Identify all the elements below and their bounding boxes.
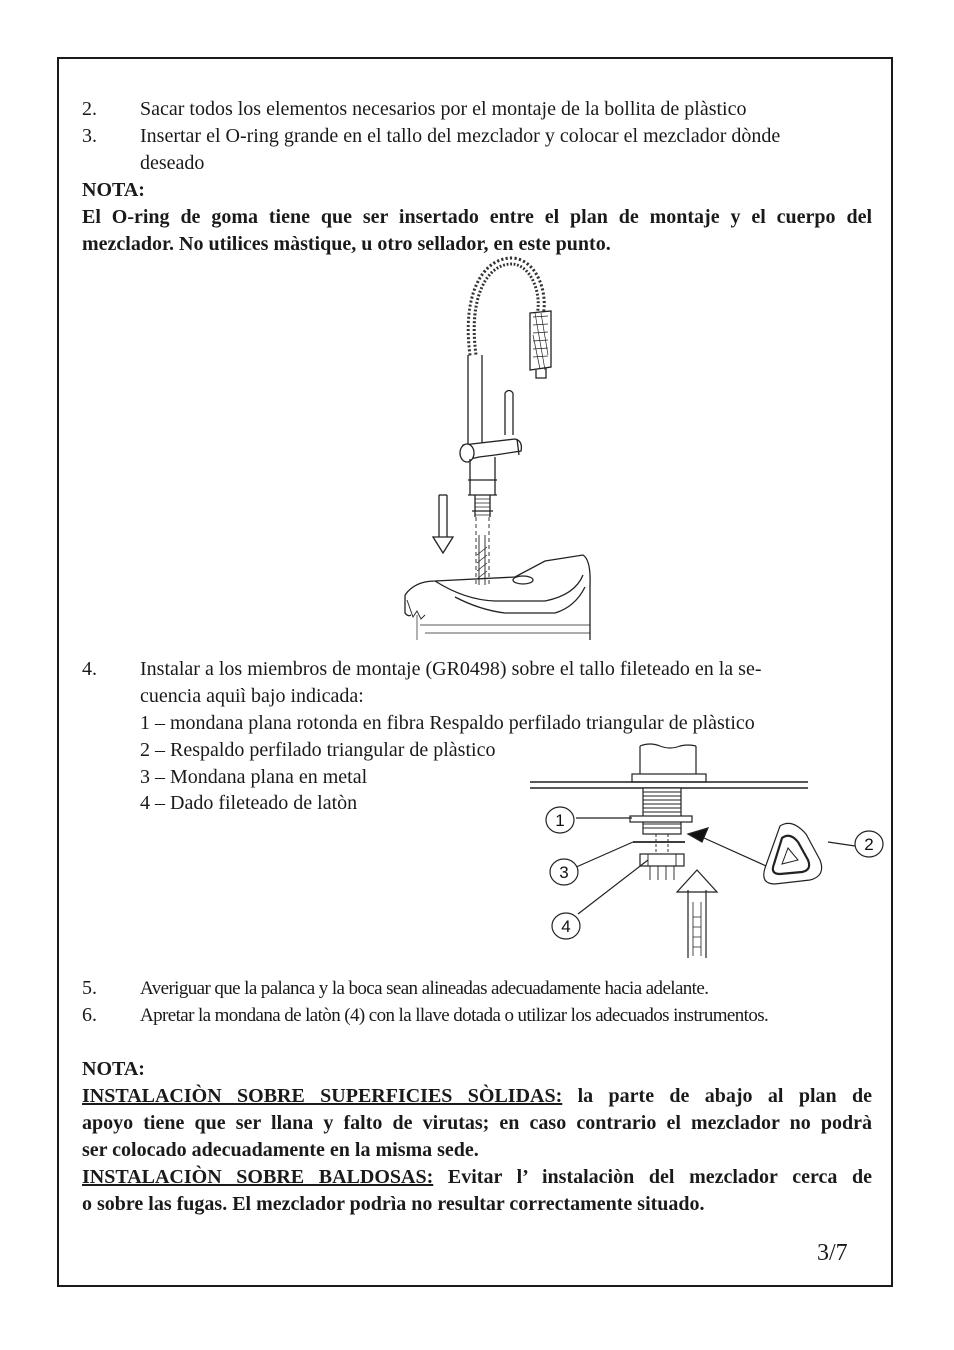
diagram-label-2: 2 (864, 835, 874, 854)
step-4-item-3: 3 – Mondana plana en metal (140, 766, 368, 788)
diagram-label-4: 4 (561, 917, 571, 936)
note-2-p1-line1-rest: la parte de abajo al plan de (562, 1085, 872, 1107)
step-4-line2: cuencia aquiì bajo indicada: (140, 685, 364, 707)
step-2-text: Sacar todos los elementos necesarios por el montaje de la bollita de plàstico (140, 98, 747, 120)
note-1-title: NOTA: (82, 179, 145, 201)
step-2-number: 2. (82, 98, 97, 120)
diagram-label-1: 1 (555, 811, 565, 830)
step-3-number: 3. (82, 125, 97, 147)
mounting-sequence-diagram (530, 742, 890, 964)
step-4-number: 4. (82, 658, 97, 680)
step-4-line1: Instalar a los miembros de montaje (GR0498) sobre el tallo fileteado en la se- (140, 658, 762, 680)
page-number: 3/7 (817, 1240, 848, 1266)
diagram-label-3: 3 (559, 863, 569, 882)
note-2-p1-line2: apoyo tiene que ser llana y falto de virutas; en caso contrario el mezclador no podrà (82, 1112, 872, 1134)
solid-surface-heading: INSTALACIÒN SOBRE SUPERFICIES SÒLIDAS: (82, 1085, 563, 1107)
note-2-p1-line1 (82, 1083, 872, 1110)
tiles-heading: INSTALACIÒN SOBRE BALDOSAS: (82, 1166, 434, 1188)
note-2-p1-line3: ser colocado adecuadamente en la misma sede. (82, 1139, 479, 1161)
step-4-item-4: 4 – Dado fileteado de latòn (140, 792, 358, 814)
step-4-item-1: 1 – mondana plana rotonda en fibra Respaldo perfilado triangular de plàstico (140, 712, 755, 734)
faucet-installation-illustration (395, 255, 600, 647)
step-3-text-line1: Insertar el O-ring grande en el tallo del mezclador y colocar el mezclador dònde (140, 125, 781, 147)
note-2-p2-line1-rest: Evitar l’ instalaciòn del mezclador cerca de (433, 1166, 872, 1188)
note-1-line2: mezclador. No utilices màstique, u otro sellador, en este punto. (82, 233, 611, 255)
note-2-title: NOTA: (82, 1058, 145, 1080)
note-1-line1: El O-ring de goma tiene que ser insertado entre el plan de montaje y el cuerpo del (82, 206, 872, 228)
step-6-number: 6. (82, 1004, 97, 1026)
note-2-p2-line2: o sobre las fugas. El mezclador podrìa no resultar correctamente situado. (82, 1193, 705, 1215)
note-2-p2-line1 (82, 1164, 872, 1191)
step-5-number: 5. (82, 977, 97, 999)
step-4-item-2: 2 – Respaldo perfilado triangular de plàstico (140, 739, 496, 761)
step-3-text-line2: deseado (140, 152, 205, 174)
step-5-text: Averiguar que la palanca y la boca sean alineadas adecuadamente hacia adelante. (140, 978, 709, 999)
step-6-text: Apretar la mondana de latòn (4) con la llave dotada o utilizar los adecuados instrumentos. (140, 1005, 769, 1026)
